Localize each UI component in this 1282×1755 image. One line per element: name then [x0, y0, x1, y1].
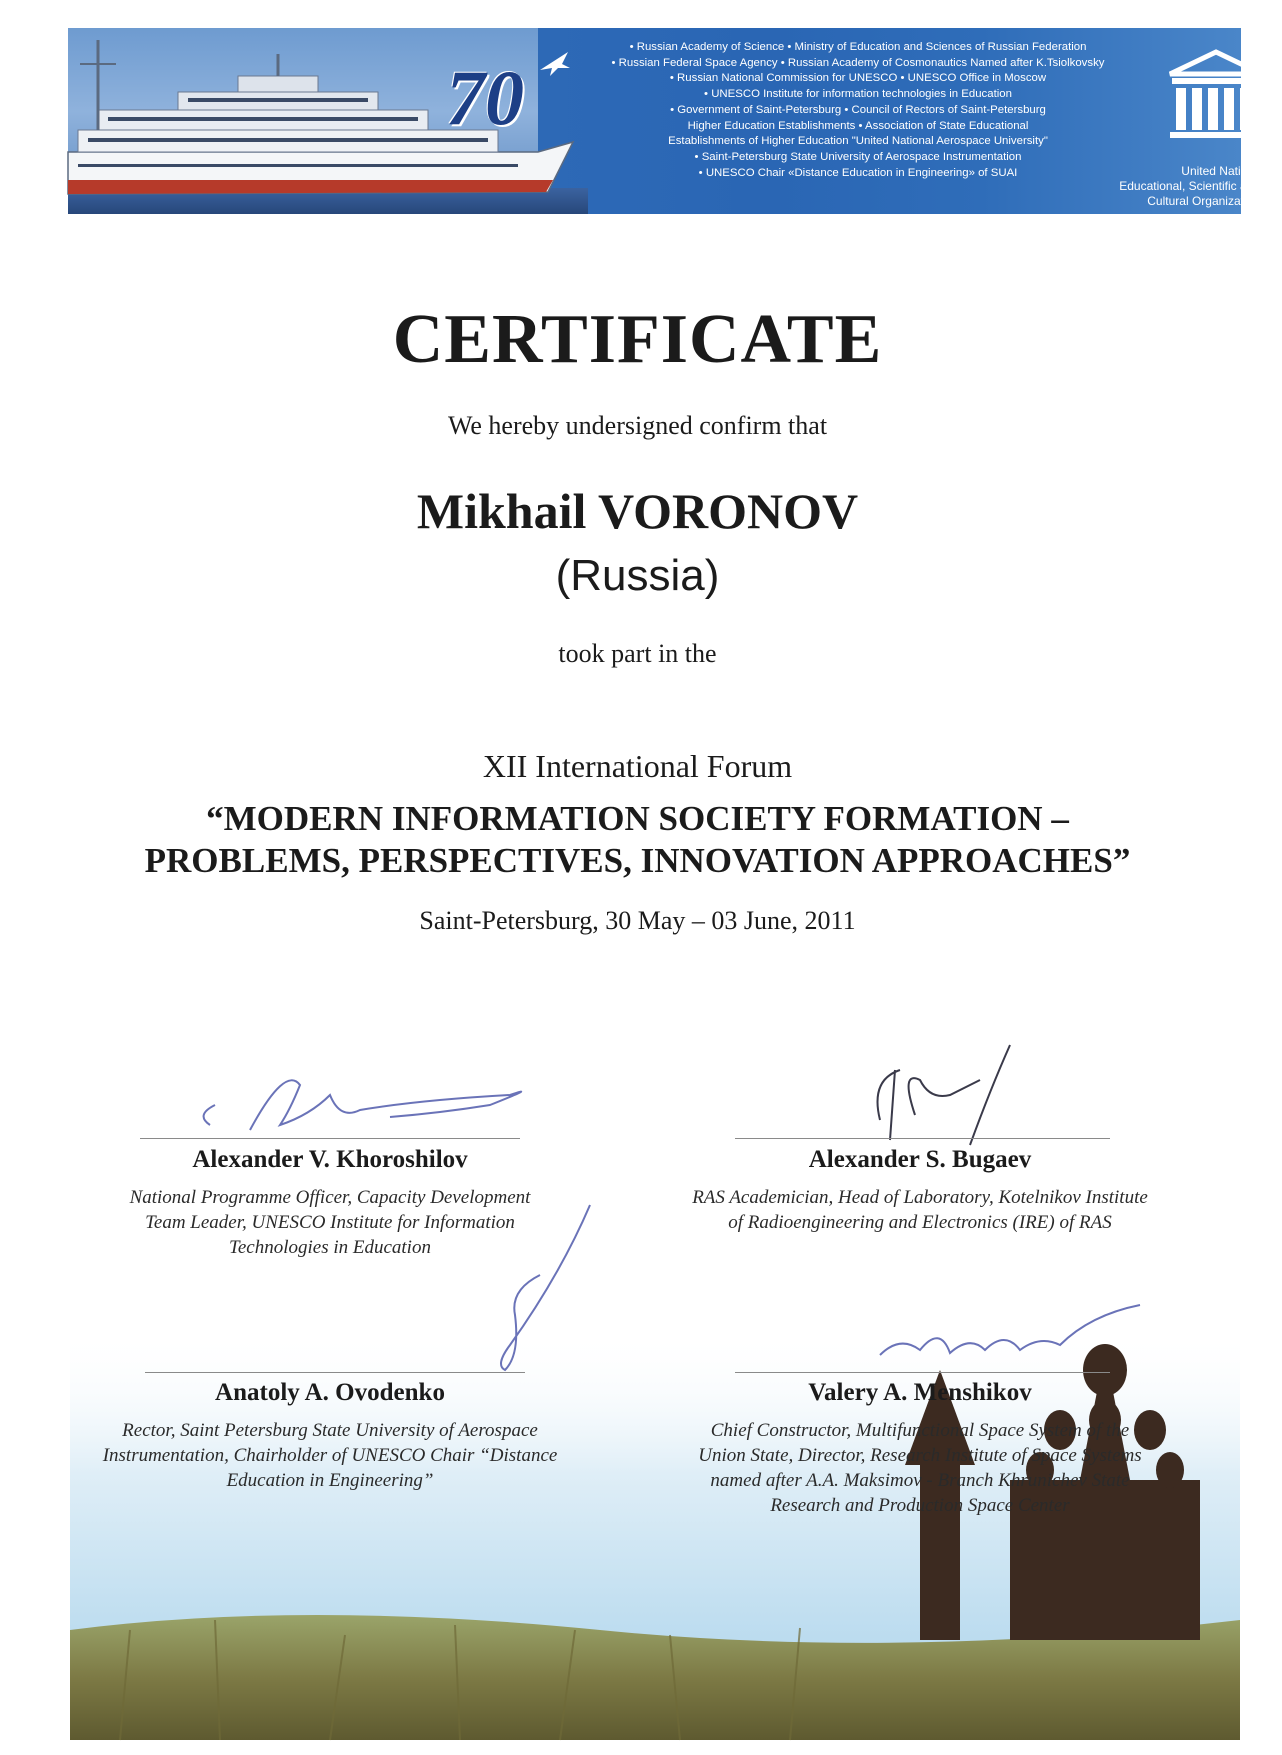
organizer-line: • Saint-Petersburg State University of Aerospace Instrumentation — [694, 150, 1022, 163]
signature-bugaev — [860, 1040, 1060, 1150]
signature-line — [140, 1138, 520, 1139]
organizers-list — [558, 40, 1158, 181]
organizer-line: • Russian Academy of Science • Ministry of Education and Sciences of Russian Federation — [629, 41, 1087, 53]
anniversary-emblem: 70 — [446, 54, 524, 141]
unesco-caption-line: United Nations — [1181, 164, 1260, 178]
forum-theme-line-1: “MODERN INFORMATION SOCIETY FORMATION – — [206, 799, 1069, 838]
signatory-role — [60, 1418, 600, 1493]
signatory-name: Valery A. Menshikov — [808, 1379, 1032, 1406]
signatory-role-line: Instrumentation, Chairholder of UNESCO Chair “Distance — [102, 1445, 558, 1466]
signatory-role-line: Union State, Director, Research Institute of Space Systems — [698, 1445, 1142, 1466]
signature-khoroshilov — [190, 1055, 560, 1140]
unesco-caption-line: Cultural Organization — [1147, 194, 1260, 208]
signatory-role-line: named after A.A. Maksimov - Branch Khrunichev State — [710, 1470, 1130, 1491]
signatory-role-line: of Radioengineering and Electronics (IRE) of RAS — [728, 1212, 1112, 1233]
unesco-temple-logo — [1166, 48, 1266, 142]
organizer-line: • Russian National Commission for UNESCO • UNESCO Office in Moscow — [669, 72, 1047, 85]
organizer-line: • Government of Saint-Petersburg • Council of Rectors of Saint-Petersburg — [670, 103, 1046, 116]
organizer-line: • UNESCO Institute for information technologies in Education — [704, 88, 1012, 101]
signatory-role-line: RAS Academician, Head of Laboratory, Kotelnikov Institute — [692, 1187, 1148, 1208]
certificate-title: CERTIFICATE — [392, 301, 883, 378]
signatory-role-line: Rector, Saint Petersburg State University of Aerospace — [122, 1420, 538, 1441]
signatory-role-line: National Programme Officer, Capacity Development — [129, 1187, 531, 1208]
signature-line — [735, 1138, 1110, 1139]
signatory-role-line: Education in Engineering” — [226, 1470, 434, 1491]
participant-name: Mikhail VORONOV — [416, 483, 859, 539]
signatory-name: Anatoly A. Ovodenko — [215, 1379, 445, 1406]
took-part-text: took part in the — [558, 639, 717, 668]
signatory-role-line: Chief Constructor, Multifunctional Space System of the — [710, 1420, 1130, 1441]
organizer-line: Higher Education Establishments • Association of State Educational — [687, 119, 1029, 132]
forum-theme-line-2: PROBLEMS, PERSPECTIVES, INNOVATION APPROACHES” — [144, 841, 1131, 880]
organizer-line: • Russian Federal Space Agency • Russian Academy of Cosmonautics Named after K.Tsiolkovsky — [611, 56, 1105, 69]
signature-line — [735, 1372, 1110, 1373]
signatory-name: Alexander V. Khoroshilov — [192, 1146, 468, 1173]
signature-ovodenko — [480, 1195, 610, 1375]
unesco-caption — [1098, 164, 1260, 209]
signatory-role — [640, 1418, 1200, 1518]
signatory-name: Alexander S. Bugaev — [808, 1146, 1032, 1173]
signatory-role-line: Team Leader, UNESCO Institute for Information — [145, 1212, 515, 1233]
participant-country: (Russia) — [555, 551, 720, 600]
signature-line — [145, 1372, 525, 1373]
organizer-line: • UNESCO Chair «Distance Education in Engineering» of SUAI — [698, 166, 1018, 179]
signatory-role-line: Technologies in Education — [229, 1237, 431, 1258]
signatory-role — [640, 1185, 1200, 1235]
place-and-dates: Saint-Petersburg, 30 May – 03 June, 2011 — [419, 906, 856, 935]
organizer-line: Establishments of Higher Education "United National Aerospace University" — [668, 135, 1048, 148]
header-banner — [68, 28, 1260, 214]
forum-name: XII International Forum — [482, 748, 793, 784]
confirm-text: We hereby undersigned confirm that — [447, 411, 828, 440]
signatory-role-line: Research and Production Space Center — [770, 1495, 1070, 1516]
unesco-caption-line: Educational, Scientific and — [1119, 179, 1260, 193]
signature-menshikov — [870, 1295, 1150, 1375]
